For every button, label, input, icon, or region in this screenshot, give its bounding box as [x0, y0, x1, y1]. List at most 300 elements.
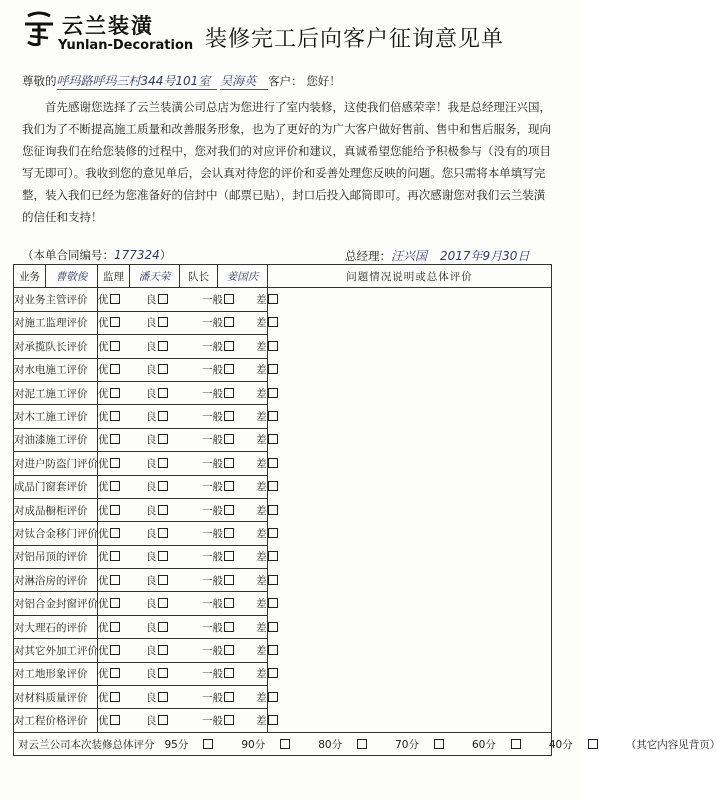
rating-options: [98, 452, 268, 475]
checkbox-icon[interactable]: [268, 551, 278, 561]
rating-option[interactable]: [146, 573, 202, 588]
rating-option[interactable]: [146, 479, 202, 494]
score-option-label: 90分: [241, 738, 266, 751]
total-score-row: [14, 732, 552, 755]
checkbox-icon[interactable]: [224, 317, 234, 327]
evaluation-row-label: 对铝吊顶的评价: [14, 545, 98, 568]
manager-signature: 汪兴国: [391, 249, 428, 263]
customer-name-field[interactable]: 吴海英: [220, 72, 268, 90]
checkbox-icon[interactable]: [158, 364, 168, 374]
rating-option[interactable]: [202, 315, 256, 330]
checkbox-icon[interactable]: [110, 551, 120, 561]
checkbox-icon[interactable]: [268, 294, 278, 304]
checkbox-icon[interactable]: [357, 739, 367, 749]
checkbox-icon[interactable]: [268, 622, 278, 632]
rating-option[interactable]: [256, 503, 288, 518]
checkbox-icon[interactable]: [110, 668, 120, 678]
evaluation-row-label: 对水电施工评价: [14, 358, 98, 381]
rating-option[interactable]: [98, 292, 146, 307]
checkbox-icon[interactable]: [110, 294, 120, 304]
rating-option[interactable]: [98, 479, 146, 494]
rating-option[interactable]: [98, 315, 146, 330]
rating-option[interactable]: [98, 713, 146, 728]
rating-options: [98, 709, 268, 732]
rating-options: [98, 522, 268, 545]
rating-option-label: 差: [256, 527, 267, 540]
evaluation-row-label: 对铝合金封窗评价: [14, 592, 98, 615]
checkbox-icon[interactable]: [268, 505, 278, 515]
rating-option-label: 一般: [202, 317, 223, 330]
checkbox-icon[interactable]: [158, 692, 168, 702]
rating-option-label: 优: [98, 644, 109, 657]
rating-option-label: 优: [98, 317, 109, 330]
rating-option[interactable]: [256, 549, 288, 564]
checkbox-icon[interactable]: [224, 598, 234, 608]
rating-option-label: 优: [98, 527, 109, 540]
rating-option-label: 优: [98, 434, 109, 447]
score-option-label: 70分: [395, 738, 419, 751]
rating-option[interactable]: [256, 315, 288, 330]
checkbox-icon[interactable]: [224, 341, 234, 351]
date-value[interactable]: 2017年9月30日: [440, 249, 530, 263]
rating-option[interactable]: [256, 526, 288, 541]
rating-option[interactable]: [98, 456, 146, 471]
rating-options: [98, 686, 268, 709]
checkbox-icon[interactable]: [268, 668, 278, 678]
evaluation-row-label: 对淋浴房的评价: [14, 569, 98, 592]
checkbox-icon[interactable]: [268, 481, 278, 491]
rating-option-label: 优: [98, 387, 109, 400]
greeting: 您好！: [306, 74, 341, 88]
rating-option[interactable]: [98, 666, 146, 681]
checkbox-icon[interactable]: [110, 364, 120, 374]
checkbox-icon[interactable]: [158, 317, 168, 327]
rating-option[interactable]: [256, 713, 288, 728]
checkbox-icon[interactable]: [158, 411, 168, 421]
evaluation-row-label: 对其它外加工评价: [14, 639, 98, 662]
rating-option[interactable]: [256, 479, 288, 494]
rating-option[interactable]: [146, 620, 202, 635]
rating-option-label: 一般: [202, 691, 223, 704]
checkbox-icon[interactable]: [158, 528, 168, 538]
rating-option-label: 差: [256, 457, 267, 470]
checkbox-icon[interactable]: [110, 622, 120, 632]
checkbox-icon[interactable]: [110, 458, 120, 468]
checkbox-icon[interactable]: [511, 739, 521, 749]
rating-option[interactable]: [98, 339, 146, 354]
rating-option[interactable]: [98, 386, 146, 401]
checkbox-icon[interactable]: [158, 575, 168, 585]
rating-option[interactable]: [256, 432, 288, 447]
evaluation-row-label: 对材料质量评价: [14, 686, 98, 709]
rating-option-label: 差: [256, 411, 267, 424]
total-score-label: 对云兰公司本次装修总体评分: [18, 738, 155, 751]
score-options: [165, 739, 626, 751]
checkbox-icon[interactable]: [110, 692, 120, 702]
checkbox-icon[interactable]: [224, 411, 234, 421]
checkbox-icon[interactable]: [110, 528, 120, 538]
rating-option-label: 一般: [202, 434, 223, 447]
rating-option[interactable]: [256, 292, 288, 307]
rating-option-label: 一般: [202, 644, 223, 657]
checkbox-icon[interactable]: [158, 294, 168, 304]
rating-option-label: 一般: [202, 294, 223, 307]
rating-option[interactable]: [146, 690, 202, 705]
rating-option-label: 差: [256, 668, 267, 681]
rating-option[interactable]: [202, 549, 256, 564]
checkbox-icon[interactable]: [224, 458, 234, 468]
rating-option[interactable]: [202, 432, 256, 447]
checkbox-icon[interactable]: [224, 505, 234, 515]
contract-number-line: [22, 247, 171, 263]
rating-option-label: 差: [256, 644, 267, 657]
rating-option[interactable]: [98, 526, 146, 541]
checkbox-icon[interactable]: [110, 645, 120, 655]
rating-option[interactable]: [98, 432, 146, 447]
rating-option[interactable]: [202, 573, 256, 588]
checkbox-icon[interactable]: [224, 668, 234, 678]
rating-options: [98, 405, 268, 428]
rating-option-label: 差: [256, 364, 267, 377]
rating-option[interactable]: [146, 339, 202, 354]
comment-header: 问题情况说明或总体评价: [268, 265, 552, 288]
rating-options: [98, 335, 268, 358]
checkbox-icon[interactable]: [268, 598, 278, 608]
salutation-prefix: 尊敬的: [22, 74, 57, 88]
rating-option[interactable]: [202, 503, 256, 518]
checkbox-icon[interactable]: [224, 551, 234, 561]
rating-option[interactable]: [256, 386, 288, 401]
rating-option[interactable]: [202, 666, 256, 681]
rating-option-label: 良: [146, 574, 157, 587]
checkbox-icon[interactable]: [268, 458, 278, 468]
rating-option-label: 优: [98, 481, 109, 494]
rating-option-label: 差: [256, 551, 267, 564]
rating-option-label: 一般: [202, 527, 223, 540]
rating-option-label: 差: [256, 598, 267, 611]
rating-option[interactable]: [256, 339, 288, 354]
rating-option[interactable]: [146, 409, 202, 424]
rating-option-label: 良: [146, 668, 157, 681]
rating-option[interactable]: [202, 456, 256, 471]
rating-option[interactable]: [98, 620, 146, 635]
rating-options: [98, 381, 268, 404]
rating-option[interactable]: [98, 503, 146, 518]
rating-option-label: 良: [146, 317, 157, 330]
rating-option-label: 差: [256, 504, 267, 517]
score-option-label: 95分: [164, 738, 189, 751]
customer-address-field[interactable]: 呼玛路呼玛三村344号101室: [57, 72, 217, 90]
rating-option[interactable]: [146, 292, 202, 307]
rating-option[interactable]: [146, 432, 202, 447]
checkbox-icon[interactable]: [268, 317, 278, 327]
checkbox-icon[interactable]: [158, 505, 168, 515]
rating-option[interactable]: [98, 596, 146, 611]
rating-option-label: 良: [146, 644, 157, 657]
rating-option[interactable]: [202, 479, 256, 494]
rating-option[interactable]: [256, 596, 288, 611]
rating-option[interactable]: [146, 456, 202, 471]
rating-option-label: 良: [146, 715, 157, 728]
checkbox-icon[interactable]: [110, 411, 120, 421]
rating-option-label: 一般: [202, 668, 223, 681]
rating-option[interactable]: [202, 643, 256, 658]
rating-option-label: 优: [98, 340, 109, 353]
rating-option-label: 良: [146, 411, 157, 424]
evaluation-row-label: 对泥工施工评价: [14, 381, 98, 404]
score-option[interactable]: [165, 737, 228, 752]
rating-option-label: 一般: [202, 364, 223, 377]
comment-area[interactable]: [268, 288, 552, 732]
rating-option-label: 一般: [202, 504, 223, 517]
checkbox-icon[interactable]: [110, 481, 120, 491]
checkbox-icon[interactable]: [158, 481, 168, 491]
rating-option-label: 一般: [202, 715, 223, 728]
rating-option[interactable]: [146, 362, 202, 377]
rating-option[interactable]: [256, 456, 288, 471]
rating-option-label: 一般: [202, 387, 223, 400]
checkbox-icon[interactable]: [268, 388, 278, 398]
rating-option-label: 良: [146, 434, 157, 447]
rating-option[interactable]: [202, 386, 256, 401]
checkbox-icon[interactable]: [268, 575, 278, 585]
rating-option[interactable]: [146, 666, 202, 681]
score-option[interactable]: [318, 737, 381, 752]
checkbox-icon[interactable]: [268, 645, 278, 655]
rating-options: [98, 428, 268, 451]
rating-option-label: 差: [256, 715, 267, 728]
checkbox-icon[interactable]: [268, 715, 278, 725]
rating-option-label: 一般: [202, 481, 223, 494]
rating-option[interactable]: [202, 409, 256, 424]
rating-option[interactable]: [256, 573, 288, 588]
document-title: 装修完工后向客户征询意见单: [205, 27, 505, 52]
letter-body: 首先感谢您选择了云兰装潢公司总店为您进行了室内装修，这使我们倍感荣幸！我是总经理汪兴国，我们为了不断提高施工质量和改善服务形象，也为了更好的为广大客户做好售前、售中和售后服务，现向您征询我们在给您装修的过程中，您对我们的对应评价和建议，真诚希望您能给予积极参与（没有的项目写无即可）。我收到您的意见单后，会认真对待您的评价和妥善处理您反映的问题。您只需将本单填写完整，装入我们已经为您准备好的信封中（邮票已贴），封口后投入邮筒即可。再次感谢您对我们云兰装潢的信任和支持！: [22, 100, 551, 224]
rating-option[interactable]: [202, 292, 256, 307]
rating-options: [98, 545, 268, 568]
rating-option[interactable]: [256, 620, 288, 635]
checkbox-icon[interactable]: [268, 434, 278, 444]
rating-option[interactable]: [146, 503, 202, 518]
rating-option-label: 良: [146, 598, 157, 611]
checkbox-icon[interactable]: [280, 739, 290, 749]
checkbox-icon[interactable]: [224, 388, 234, 398]
foreman-name-field[interactable]: 姜国庆: [218, 265, 268, 288]
checkbox-icon[interactable]: [203, 739, 213, 749]
rating-option[interactable]: [98, 573, 146, 588]
checkbox-icon[interactable]: [158, 458, 168, 468]
rating-option[interactable]: [256, 362, 288, 377]
supervisor-label: 监理: [98, 265, 130, 288]
rating-option-label: 良: [146, 387, 157, 400]
rating-option[interactable]: [146, 713, 202, 728]
rating-option[interactable]: [202, 620, 256, 635]
score-option[interactable]: [472, 737, 535, 752]
header-row: [14, 265, 552, 288]
checkbox-icon[interactable]: [110, 598, 120, 608]
checkbox-icon[interactable]: [158, 715, 168, 725]
checkbox-icon[interactable]: [268, 411, 278, 421]
customer-suffix: 客户：: [268, 74, 303, 88]
rating-option-label: 良: [146, 551, 157, 564]
yunlan-logo-icon: [22, 8, 56, 48]
rating-option-label: 一般: [202, 574, 223, 587]
evaluation-row-label: 对业务主管评价: [14, 288, 98, 311]
rating-option-label: 差: [256, 317, 267, 330]
rating-option-label: 一般: [202, 411, 223, 424]
checkbox-icon[interactable]: [110, 388, 120, 398]
checkbox-icon[interactable]: [268, 528, 278, 538]
checkbox-icon[interactable]: [158, 388, 168, 398]
rating-options: [98, 475, 268, 498]
rating-option-label: 优: [98, 691, 109, 704]
rating-option-label: 优: [98, 411, 109, 424]
rating-option[interactable]: [98, 643, 146, 658]
evaluation-row-label: 对钛合金移门评价: [14, 522, 98, 545]
rating-option-label: 差: [256, 481, 267, 494]
rating-option[interactable]: [98, 690, 146, 705]
manager-signature-line: [345, 247, 427, 264]
score-option[interactable]: [549, 737, 612, 752]
evaluation-row-label: 成品门窗套评价: [14, 475, 98, 498]
rating-option[interactable]: [202, 596, 256, 611]
checkbox-icon[interactable]: [224, 528, 234, 538]
checkbox-icon[interactable]: [434, 739, 444, 749]
checkbox-icon[interactable]: [224, 715, 234, 725]
checkbox-icon[interactable]: [224, 481, 234, 491]
evaluation-row-label: 对大理石的评价: [14, 615, 98, 638]
logo-chinese-name: 云兰装潢: [62, 14, 154, 38]
rating-option[interactable]: [146, 643, 202, 658]
evaluation-row-label: 对工程价格评价: [14, 709, 98, 732]
rating-option-label: 良: [146, 457, 157, 470]
checkbox-icon[interactable]: [158, 598, 168, 608]
rating-option-label: 差: [256, 621, 267, 634]
salutation-line: [22, 72, 341, 90]
rating-option-label: 优: [98, 715, 109, 728]
rating-option-label: 差: [256, 434, 267, 447]
rating-option[interactable]: [146, 596, 202, 611]
rating-option-label: 优: [98, 294, 109, 307]
foreman-label: 队长: [180, 265, 218, 288]
checkbox-icon[interactable]: [224, 364, 234, 374]
checkbox-icon[interactable]: [158, 645, 168, 655]
rating-option-label: 一般: [202, 551, 223, 564]
rating-option[interactable]: [202, 362, 256, 377]
rating-options: [98, 615, 268, 638]
rating-options: [98, 592, 268, 615]
rating-option-label: 差: [256, 691, 267, 704]
checkbox-icon[interactable]: [268, 692, 278, 702]
rating-option-label: 优: [98, 574, 109, 587]
rating-option-label: 优: [98, 668, 109, 681]
rating-options: [98, 311, 268, 334]
checkbox-icon[interactable]: [158, 434, 168, 444]
checkbox-icon[interactable]: [158, 668, 168, 678]
checkbox-icon[interactable]: [588, 739, 598, 749]
rating-option[interactable]: [146, 386, 202, 401]
rating-option[interactable]: [202, 690, 256, 705]
checkbox-icon[interactable]: [224, 622, 234, 632]
manager-label: 总经理：: [345, 249, 391, 263]
checkbox-icon[interactable]: [110, 317, 120, 327]
rating-option-label: 良: [146, 691, 157, 704]
rating-option[interactable]: [256, 643, 288, 658]
evaluation-row-label: 对木工施工评价: [14, 405, 98, 428]
checkbox-icon[interactable]: [158, 341, 168, 351]
score-option[interactable]: [241, 737, 304, 752]
supervisor-name-field[interactable]: 潘天荣: [130, 265, 180, 288]
rating-option[interactable]: [146, 549, 202, 564]
business-name-field[interactable]: 曹敬俊: [46, 265, 98, 288]
rating-option-label: 优: [98, 621, 109, 634]
rating-option[interactable]: [98, 362, 146, 377]
rating-options: [98, 639, 268, 662]
rating-option-label: 优: [98, 457, 109, 470]
evaluation-row-label: 对施工监理评价: [14, 311, 98, 334]
evaluation-table: [13, 264, 720, 756]
rating-option[interactable]: [202, 339, 256, 354]
rating-option-label: 良: [146, 504, 157, 517]
back-page-note: （其它内容见背页）: [625, 738, 720, 751]
checkbox-icon[interactable]: [224, 645, 234, 655]
rating-option[interactable]: [256, 409, 288, 424]
evaluation-row-label: 对成品橱柜评价: [14, 498, 98, 521]
rating-option[interactable]: [202, 713, 256, 728]
checkbox-icon[interactable]: [110, 341, 120, 351]
score-option[interactable]: [395, 737, 458, 752]
checkbox-icon[interactable]: [158, 622, 168, 632]
date-field: [440, 247, 529, 264]
evaluation-row-label: 对工地形象评价: [14, 662, 98, 685]
checkbox-icon[interactable]: [224, 434, 234, 444]
checkbox-icon[interactable]: [224, 692, 234, 702]
rating-option-label: 优: [98, 551, 109, 564]
checkbox-icon[interactable]: [268, 364, 278, 374]
checkbox-icon[interactable]: [110, 575, 120, 585]
contract-number-field[interactable]: 177324: [114, 248, 160, 262]
rating-option-label: 良: [146, 294, 157, 307]
rating-option-label: 一般: [202, 621, 223, 634]
contract-label: （本单合同编号：: [22, 248, 114, 262]
rating-option[interactable]: [146, 526, 202, 541]
rating-option-label: 良: [146, 340, 157, 353]
checkbox-icon[interactable]: [110, 715, 120, 725]
checkbox-icon[interactable]: [224, 294, 234, 304]
rating-option[interactable]: [256, 666, 288, 681]
rating-options: [98, 662, 268, 685]
rating-option-label: 一般: [202, 340, 223, 353]
checkbox-icon[interactable]: [110, 505, 120, 515]
rating-options: [98, 498, 268, 521]
rating-option[interactable]: [146, 315, 202, 330]
rating-option[interactable]: [256, 690, 288, 705]
rating-option[interactable]: [98, 409, 146, 424]
rating-option-label: 差: [256, 387, 267, 400]
rating-option[interactable]: [98, 549, 146, 564]
score-option-label: 40分: [548, 738, 573, 751]
score-option-label: 60分: [472, 738, 496, 751]
evaluation-row-label: 对承揽队长评价: [14, 335, 98, 358]
rating-option-label: 优: [98, 364, 109, 377]
rating-option-label: 一般: [202, 598, 223, 611]
business-label: 业务: [14, 265, 46, 288]
checkbox-icon[interactable]: [158, 551, 168, 561]
rating-option[interactable]: [202, 526, 256, 541]
checkbox-icon[interactable]: [110, 434, 120, 444]
checkbox-icon[interactable]: [268, 341, 278, 351]
checkbox-icon[interactable]: [224, 575, 234, 585]
